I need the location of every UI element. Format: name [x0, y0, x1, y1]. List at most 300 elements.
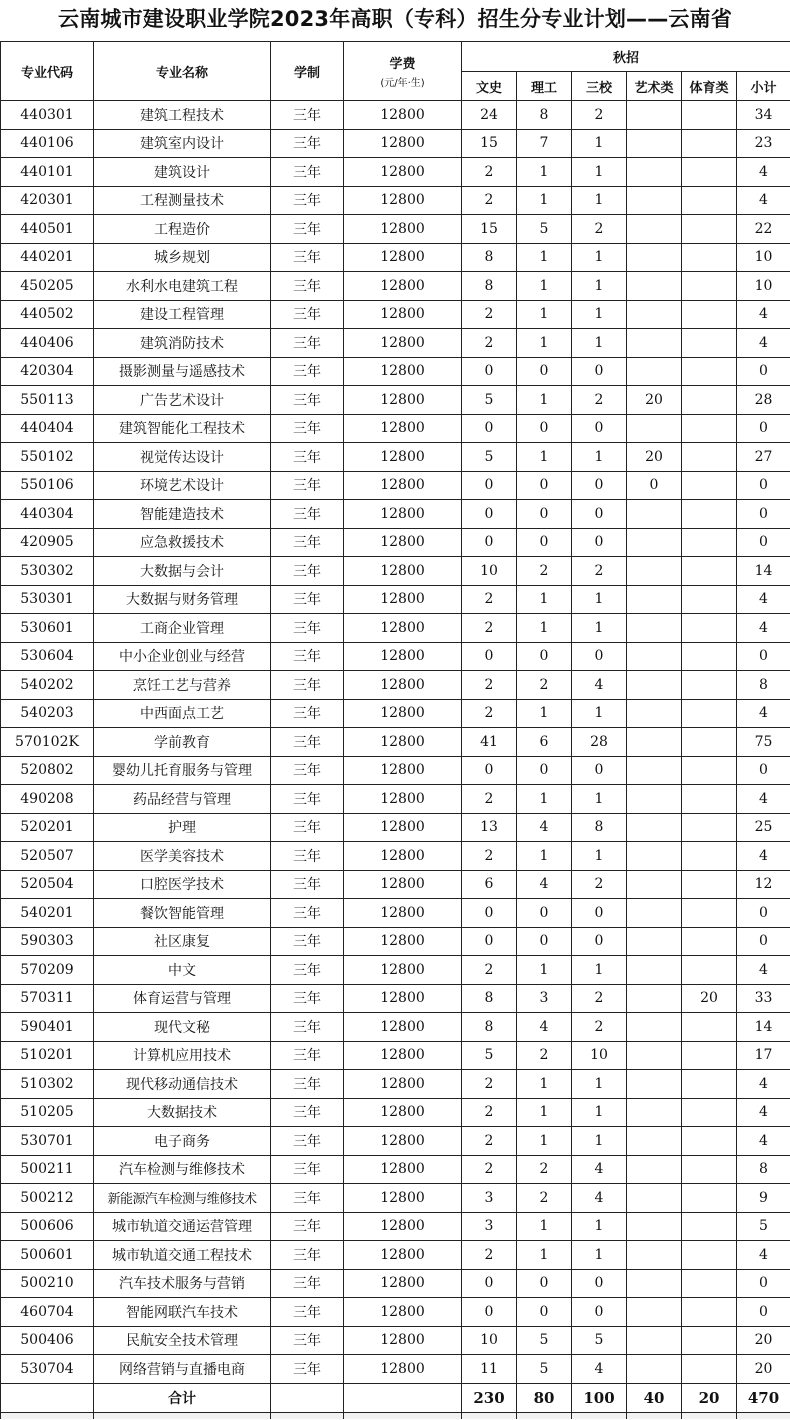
duration-cell: 三年 — [271, 1098, 344, 1127]
yishu-cell — [627, 329, 682, 358]
ligong-cell: 1 — [517, 243, 572, 272]
subtotal-cell: 5 — [737, 1212, 790, 1241]
subtotal-cell: 17 — [737, 1041, 790, 1070]
yishu-cell — [627, 129, 682, 158]
duration-cell: 三年 — [271, 813, 344, 842]
fee-cell: 12800 — [344, 500, 462, 529]
wenshi-cell: 8 — [462, 243, 517, 272]
subtotal-cell: 23 — [737, 129, 790, 158]
duration-cell: 三年 — [271, 215, 344, 244]
name-cell: 应急救援技术 — [94, 528, 271, 557]
header-autumn: 秋招 — [462, 42, 790, 72]
duration-cell: 三年 — [271, 1212, 344, 1241]
yishu-cell: 20 — [627, 443, 682, 472]
sanxiao-cell: 2 — [572, 101, 627, 130]
table-row — [1, 101, 790, 130]
table-body — [1, 101, 790, 1384]
name-cell: 网络营销与直播电商 — [94, 1355, 271, 1384]
table-row — [1, 500, 790, 529]
header-fee-unit: (元/年·生) — [380, 78, 425, 89]
tiyu-cell — [682, 614, 737, 643]
subtotal-cell: 0 — [737, 1298, 790, 1327]
sanxiao-cell: 28 — [572, 728, 627, 757]
table-row — [1, 1070, 790, 1099]
fee-cell: 12800 — [344, 272, 462, 301]
tiyu-cell — [682, 956, 737, 985]
sanxiao-cell: 1 — [572, 842, 627, 871]
subtotal-cell: 10 — [737, 272, 790, 301]
code-cell: 460704 — [1, 1298, 94, 1327]
table-row — [1, 1326, 790, 1355]
sanxiao-cell: 0 — [572, 642, 627, 671]
ligong-cell: 0 — [517, 414, 572, 443]
code-cell: 420304 — [1, 357, 94, 386]
subtotal-cell: 4 — [737, 1098, 790, 1127]
yishu-cell: 0 — [627, 471, 682, 500]
name-cell: 中西面点工艺 — [94, 699, 271, 728]
wenshi-cell: 2 — [462, 329, 517, 358]
code-cell: 500211 — [1, 1155, 94, 1184]
wenshi-cell: 5 — [462, 386, 517, 415]
code-cell: 550106 — [1, 471, 94, 500]
tiyu-cell — [682, 1269, 737, 1298]
subtotal-cell: 0 — [737, 899, 790, 928]
wenshi-cell: 3 — [462, 1212, 517, 1241]
duration-cell: 三年 — [271, 984, 344, 1013]
wenshi-cell: 2 — [462, 1127, 517, 1156]
table-row — [1, 1355, 790, 1384]
fee-cell: 12800 — [344, 528, 462, 557]
sanxiao-cell: 1 — [572, 585, 627, 614]
ligong-cell: 0 — [517, 642, 572, 671]
name-cell: 汽车技术服务与营销 — [94, 1269, 271, 1298]
name-cell: 护理 — [94, 813, 271, 842]
total-sanxiao: 100 — [572, 1383, 627, 1412]
sanxiao-cell: 4 — [572, 1155, 627, 1184]
name-cell: 广告艺术设计 — [94, 386, 271, 415]
subtotal-cell: 4 — [737, 300, 790, 329]
sanxiao-cell: 0 — [572, 1269, 627, 1298]
fee-cell: 12800 — [344, 101, 462, 130]
code-cell: 590303 — [1, 927, 94, 956]
code-cell: 530604 — [1, 642, 94, 671]
ligong-cell: 0 — [517, 500, 572, 529]
table-row — [1, 300, 790, 329]
yishu-cell — [627, 1041, 682, 1070]
fee-cell: 12800 — [344, 557, 462, 586]
header-duration: 学制 — [271, 42, 344, 101]
table-row — [1, 1298, 790, 1327]
code-cell: 440406 — [1, 329, 94, 358]
table-row — [1, 158, 790, 187]
code-cell: 440404 — [1, 414, 94, 443]
tiyu-cell — [682, 101, 737, 130]
duration-cell: 三年 — [271, 870, 344, 899]
subtotal-cell: 75 — [737, 728, 790, 757]
fee-cell: 12800 — [344, 699, 462, 728]
sanxiao-cell: 0 — [572, 414, 627, 443]
tiyu-cell — [682, 471, 737, 500]
wenshi-cell: 0 — [462, 1298, 517, 1327]
ligong-cell: 5 — [517, 215, 572, 244]
wenshi-cell: 3 — [462, 1184, 517, 1213]
ligong-cell: 0 — [517, 756, 572, 785]
duration-cell: 三年 — [271, 1070, 344, 1099]
sanxiao-cell: 1 — [572, 186, 627, 215]
table-row — [1, 1041, 790, 1070]
table-row — [1, 1155, 790, 1184]
subtotal-cell: 0 — [737, 1269, 790, 1298]
sanxiao-cell: 0 — [572, 500, 627, 529]
duration-cell: 三年 — [271, 1241, 344, 1270]
wenshi-cell: 0 — [462, 471, 517, 500]
yishu-cell — [627, 699, 682, 728]
tiyu-cell — [682, 1127, 737, 1156]
fee-cell: 12800 — [344, 899, 462, 928]
fee-cell: 12800 — [344, 215, 462, 244]
sanxiao-cell: 5 — [572, 1326, 627, 1355]
yishu-cell — [627, 500, 682, 529]
table-row — [1, 329, 790, 358]
yishu-cell — [627, 842, 682, 871]
total-ligong: 80 — [517, 1383, 572, 1412]
wenshi-cell: 0 — [462, 642, 517, 671]
table-row — [1, 471, 790, 500]
header-sanxiao: 三校 — [572, 72, 627, 101]
wenshi-cell: 2 — [462, 186, 517, 215]
subtotal-cell: 4 — [737, 329, 790, 358]
yishu-cell — [627, 1070, 682, 1099]
sanxiao-cell: 1 — [572, 1212, 627, 1241]
code-cell: 440501 — [1, 215, 94, 244]
subtotal-cell: 8 — [737, 1155, 790, 1184]
fee-cell: 12800 — [344, 956, 462, 985]
tiyu-cell — [682, 699, 737, 728]
tiyu-cell: 20 — [682, 984, 737, 1013]
table-row — [1, 272, 790, 301]
header-fee — [344, 42, 462, 101]
duration-cell: 三年 — [271, 899, 344, 928]
name-cell: 医学美容技术 — [94, 842, 271, 871]
wenshi-cell: 2 — [462, 614, 517, 643]
table-row — [1, 899, 790, 928]
ligong-cell: 1 — [517, 300, 572, 329]
name-cell: 社区康复 — [94, 927, 271, 956]
yishu-cell — [627, 1269, 682, 1298]
wenshi-cell: 2 — [462, 1070, 517, 1099]
tiyu-cell — [682, 300, 737, 329]
duration-cell: 三年 — [271, 443, 344, 472]
ligong-cell: 1 — [517, 329, 572, 358]
yishu-cell — [627, 1098, 682, 1127]
tiyu-cell — [682, 1041, 737, 1070]
ligong-cell: 1 — [517, 614, 572, 643]
ligong-cell: 7 — [517, 129, 572, 158]
sanxiao-cell: 1 — [572, 272, 627, 301]
code-cell: 590401 — [1, 1013, 94, 1042]
subtotal-cell: 20 — [737, 1326, 790, 1355]
subtotal-cell: 0 — [737, 357, 790, 386]
table-row — [1, 813, 790, 842]
wenshi-cell: 11 — [462, 1355, 517, 1384]
subtotal-cell: 0 — [737, 500, 790, 529]
name-cell: 现代移动通信技术 — [94, 1070, 271, 1099]
tiyu-cell — [682, 870, 737, 899]
name-cell: 城乡规划 — [94, 243, 271, 272]
yishu-cell — [627, 357, 682, 386]
fee-cell: 12800 — [344, 585, 462, 614]
code-cell: 570311 — [1, 984, 94, 1013]
sanxiao-cell: 1 — [572, 956, 627, 985]
fee-cell: 12800 — [344, 471, 462, 500]
subtotal-cell: 20 — [737, 1355, 790, 1384]
sanxiao-cell: 4 — [572, 1355, 627, 1384]
subtotal-cell: 0 — [737, 471, 790, 500]
duration-cell: 三年 — [271, 386, 344, 415]
fee-cell: 12800 — [344, 1041, 462, 1070]
name-cell: 城市轨道交通工程技术 — [94, 1241, 271, 1270]
ligong-cell: 8 — [517, 101, 572, 130]
name-cell: 电子商务 — [94, 1127, 271, 1156]
table-row — [1, 1241, 790, 1270]
wenshi-cell: 0 — [462, 899, 517, 928]
wenshi-cell: 0 — [462, 927, 517, 956]
ligong-cell: 0 — [517, 528, 572, 557]
header-code: 专业代码 — [1, 42, 94, 101]
fee-cell: 12800 — [344, 1269, 462, 1298]
name-cell: 建筑工程技术 — [94, 101, 271, 130]
name-cell: 智能建造技术 — [94, 500, 271, 529]
name-cell: 餐饮智能管理 — [94, 899, 271, 928]
fee-cell: 12800 — [344, 756, 462, 785]
tiyu-cell — [682, 1355, 737, 1384]
code-cell: 570102K — [1, 728, 94, 757]
duration-cell: 三年 — [271, 642, 344, 671]
tiyu-cell — [682, 329, 737, 358]
header-fee-label: 学费 — [389, 57, 416, 72]
table-row — [1, 642, 790, 671]
name-cell: 汽车检测与维修技术 — [94, 1155, 271, 1184]
duration-cell: 三年 — [271, 528, 344, 557]
ligong-cell: 5 — [517, 1326, 572, 1355]
wenshi-cell: 0 — [462, 414, 517, 443]
header-ligong: 理工 — [517, 72, 572, 101]
sanxiao-cell: 1 — [572, 1127, 627, 1156]
sanxiao-cell: 2 — [572, 386, 627, 415]
name-cell: 大数据与会计 — [94, 557, 271, 586]
yishu-cell — [627, 1355, 682, 1384]
duration-cell: 三年 — [271, 357, 344, 386]
wenshi-cell: 2 — [462, 300, 517, 329]
yishu-cell — [627, 756, 682, 785]
wenshi-cell: 0 — [462, 528, 517, 557]
fee-cell: 12800 — [344, 329, 462, 358]
tiyu-cell — [682, 842, 737, 871]
sanxiao-cell: 0 — [572, 899, 627, 928]
ligong-cell: 2 — [517, 1041, 572, 1070]
subtotal-cell: 0 — [737, 414, 790, 443]
tiyu-cell — [682, 813, 737, 842]
code-cell: 490208 — [1, 785, 94, 814]
tiyu-cell — [682, 443, 737, 472]
yishu-cell — [627, 870, 682, 899]
name-cell: 城市轨道交通运营管理 — [94, 1212, 271, 1241]
duration-cell: 三年 — [271, 101, 344, 130]
yishu-cell — [627, 984, 682, 1013]
ligong-cell: 1 — [517, 785, 572, 814]
subtotal-cell: 28 — [737, 386, 790, 415]
sanxiao-cell: 0 — [572, 528, 627, 557]
sanxiao-cell: 1 — [572, 158, 627, 187]
table-row — [1, 956, 790, 985]
name-cell: 学前教育 — [94, 728, 271, 757]
table-row — [1, 728, 790, 757]
duration-cell: 三年 — [271, 614, 344, 643]
fee-cell: 12800 — [344, 785, 462, 814]
wenshi-cell: 8 — [462, 984, 517, 1013]
code-cell: 500601 — [1, 1241, 94, 1270]
table-row — [1, 1013, 790, 1042]
subtotal-cell: 4 — [737, 585, 790, 614]
tiyu-cell — [682, 129, 737, 158]
fee-cell: 12800 — [344, 414, 462, 443]
code-cell: 450205 — [1, 272, 94, 301]
fee-cell: 12800 — [344, 842, 462, 871]
table-row — [1, 785, 790, 814]
duration-cell: 三年 — [271, 1298, 344, 1327]
subtotal-cell: 4 — [737, 1241, 790, 1270]
name-cell: 中小企业创业与经营 — [94, 642, 271, 671]
name-cell: 建筑智能化工程技术 — [94, 414, 271, 443]
yishu-cell — [627, 1212, 682, 1241]
table-row — [1, 1269, 790, 1298]
yishu-cell — [627, 1326, 682, 1355]
table-row — [1, 984, 790, 1013]
wenshi-cell: 2 — [462, 1241, 517, 1270]
code-cell: 550113 — [1, 386, 94, 415]
tiyu-cell — [682, 1241, 737, 1270]
ligong-cell: 1 — [517, 956, 572, 985]
header-subtotal: 小计 — [737, 72, 790, 101]
table-row — [1, 528, 790, 557]
ligong-cell: 1 — [517, 842, 572, 871]
table-row — [1, 870, 790, 899]
duration-cell: 三年 — [271, 842, 344, 871]
name-cell: 大数据与财务管理 — [94, 585, 271, 614]
code-cell: 440304 — [1, 500, 94, 529]
yishu-cell — [627, 728, 682, 757]
yishu-cell — [627, 272, 682, 301]
wenshi-cell: 10 — [462, 557, 517, 586]
fee-cell: 12800 — [344, 243, 462, 272]
sanxiao-cell: 1 — [572, 1241, 627, 1270]
fee-cell: 12800 — [344, 1355, 462, 1384]
duration-cell: 三年 — [271, 158, 344, 187]
yishu-cell — [627, 642, 682, 671]
subtotal-cell: 0 — [737, 642, 790, 671]
sanxiao-cell: 1 — [572, 129, 627, 158]
fee-cell: 12800 — [344, 642, 462, 671]
tiyu-cell — [682, 272, 737, 301]
wenshi-cell: 5 — [462, 1041, 517, 1070]
table-row — [1, 671, 790, 700]
name-cell: 婴幼儿托育服务与管理 — [94, 756, 271, 785]
page-title: 云南城市建设职业学院2023年高职（专科）招生分专业计划——云南省 — [57, 7, 733, 31]
name-cell: 中文 — [94, 956, 271, 985]
duration-cell: 三年 — [271, 1326, 344, 1355]
tiyu-cell — [682, 1298, 737, 1327]
yishu-cell — [627, 1013, 682, 1042]
subtotal-cell: 22 — [737, 215, 790, 244]
yishu-cell — [627, 101, 682, 130]
tiyu-cell — [682, 528, 737, 557]
tiyu-cell — [682, 1155, 737, 1184]
code-cell: 510205 — [1, 1098, 94, 1127]
code-cell: 500210 — [1, 1269, 94, 1298]
name-cell: 摄影测量与遥感技术 — [94, 357, 271, 386]
duration-cell: 三年 — [271, 1184, 344, 1213]
subtotal-cell: 25 — [737, 813, 790, 842]
ligong-cell: 2 — [517, 671, 572, 700]
table-row — [1, 699, 790, 728]
duration-cell: 三年 — [271, 1355, 344, 1384]
duration-cell: 三年 — [271, 785, 344, 814]
tiyu-cell — [682, 1184, 737, 1213]
yishu-cell — [627, 899, 682, 928]
sanxiao-cell: 1 — [572, 785, 627, 814]
wenshi-cell: 2 — [462, 699, 517, 728]
code-cell: 440301 — [1, 101, 94, 130]
name-cell: 烹饪工艺与营养 — [94, 671, 271, 700]
tiyu-cell — [682, 756, 737, 785]
wenshi-cell: 2 — [462, 842, 517, 871]
tiyu-cell — [682, 500, 737, 529]
name-cell: 水利水电建筑工程 — [94, 272, 271, 301]
fee-cell: 12800 — [344, 614, 462, 643]
code-cell: 440502 — [1, 300, 94, 329]
wenshi-cell: 2 — [462, 956, 517, 985]
code-cell: 520507 — [1, 842, 94, 871]
ligong-cell: 1 — [517, 386, 572, 415]
ligong-cell: 2 — [517, 1184, 572, 1213]
subtotal-cell: 14 — [737, 557, 790, 586]
total-duration-cell — [271, 1383, 344, 1412]
sanxiao-cell: 1 — [572, 243, 627, 272]
subtotal-cell: 10 — [737, 243, 790, 272]
header-wenshi: 文史 — [462, 72, 517, 101]
sanxiao-cell: 1 — [572, 300, 627, 329]
code-cell: 520802 — [1, 756, 94, 785]
tiyu-cell — [682, 785, 737, 814]
ligong-cell: 1 — [517, 272, 572, 301]
wenshi-cell: 8 — [462, 272, 517, 301]
code-cell: 420301 — [1, 186, 94, 215]
fee-cell: 12800 — [344, 671, 462, 700]
fee-cell: 12800 — [344, 1127, 462, 1156]
table-row — [1, 357, 790, 386]
total-tiyu: 20 — [682, 1383, 737, 1412]
fee-cell: 12800 — [344, 300, 462, 329]
enrollment-plan-table — [0, 41, 790, 1419]
code-cell: 530704 — [1, 1355, 94, 1384]
yishu-cell — [627, 785, 682, 814]
sanxiao-cell: 0 — [572, 471, 627, 500]
name-cell: 建设工程管理 — [94, 300, 271, 329]
subtotal-cell: 4 — [737, 785, 790, 814]
wenshi-cell: 0 — [462, 756, 517, 785]
yishu-cell — [627, 1155, 682, 1184]
sanxiao-cell: 0 — [572, 927, 627, 956]
